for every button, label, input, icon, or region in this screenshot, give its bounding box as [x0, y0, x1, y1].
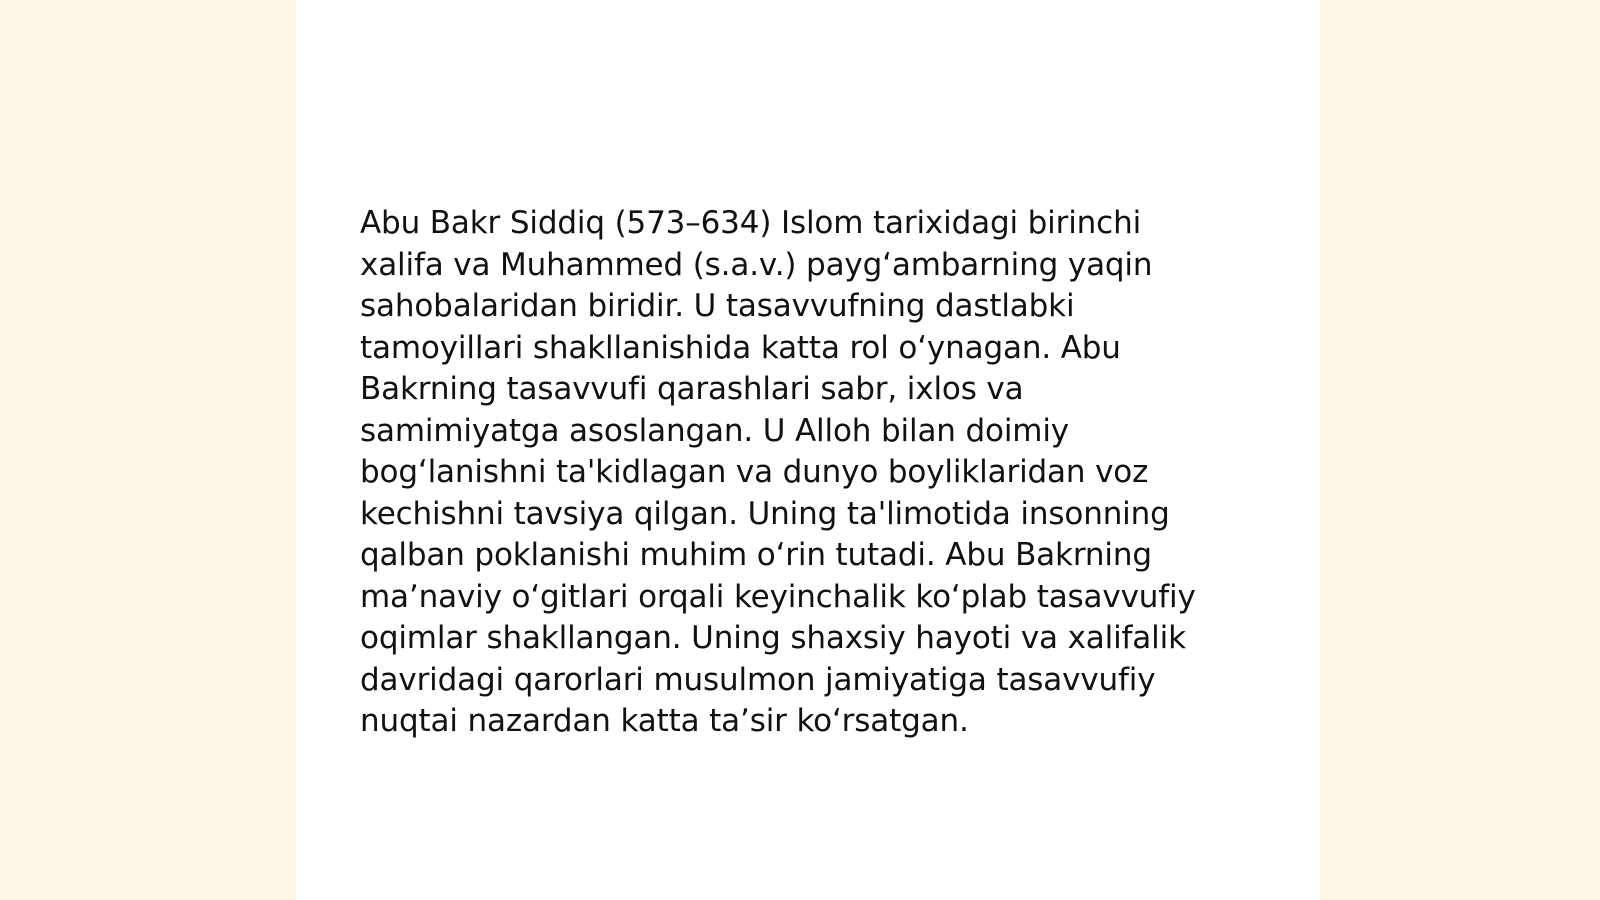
slide-page [296, 0, 1320, 900]
slide-paragraph: Abu Bakr Siddiq (573–634) Islom tarixidagi birinchi xalifa va Muhammed (s.a.v.) paygʻambarning yaqin sahobalaridan biridir. U tasavvufning dastlabki tamoyillari shakllanishida katta rol oʻynagan. Abu Bakrning tasavvufi qarashlari sabr, ixlos va samimiyatga asoslangan. U Alloh bilan doimiy bogʻlanishni ta'kidlagan va dunyo boyliklaridan voz kechishni tavsiya qilgan. Uning ta'limotida insonning qalban poklanishi muhim oʻrin tutadi. Abu Bakrning maʼnaviy oʻgitlari orqali keyinchalik koʻplab tasavvufiy oqimlar shakllangan. Uning shaxsiy hayoti va xalifalik davridagi qarorlari musulmon jamiyatiga tasavvufiy nuqtai nazardan katta taʼsir koʻrsatgan. [360, 205, 1196, 739]
left-margin [0, 0, 296, 900]
right-margin [1320, 0, 1600, 900]
